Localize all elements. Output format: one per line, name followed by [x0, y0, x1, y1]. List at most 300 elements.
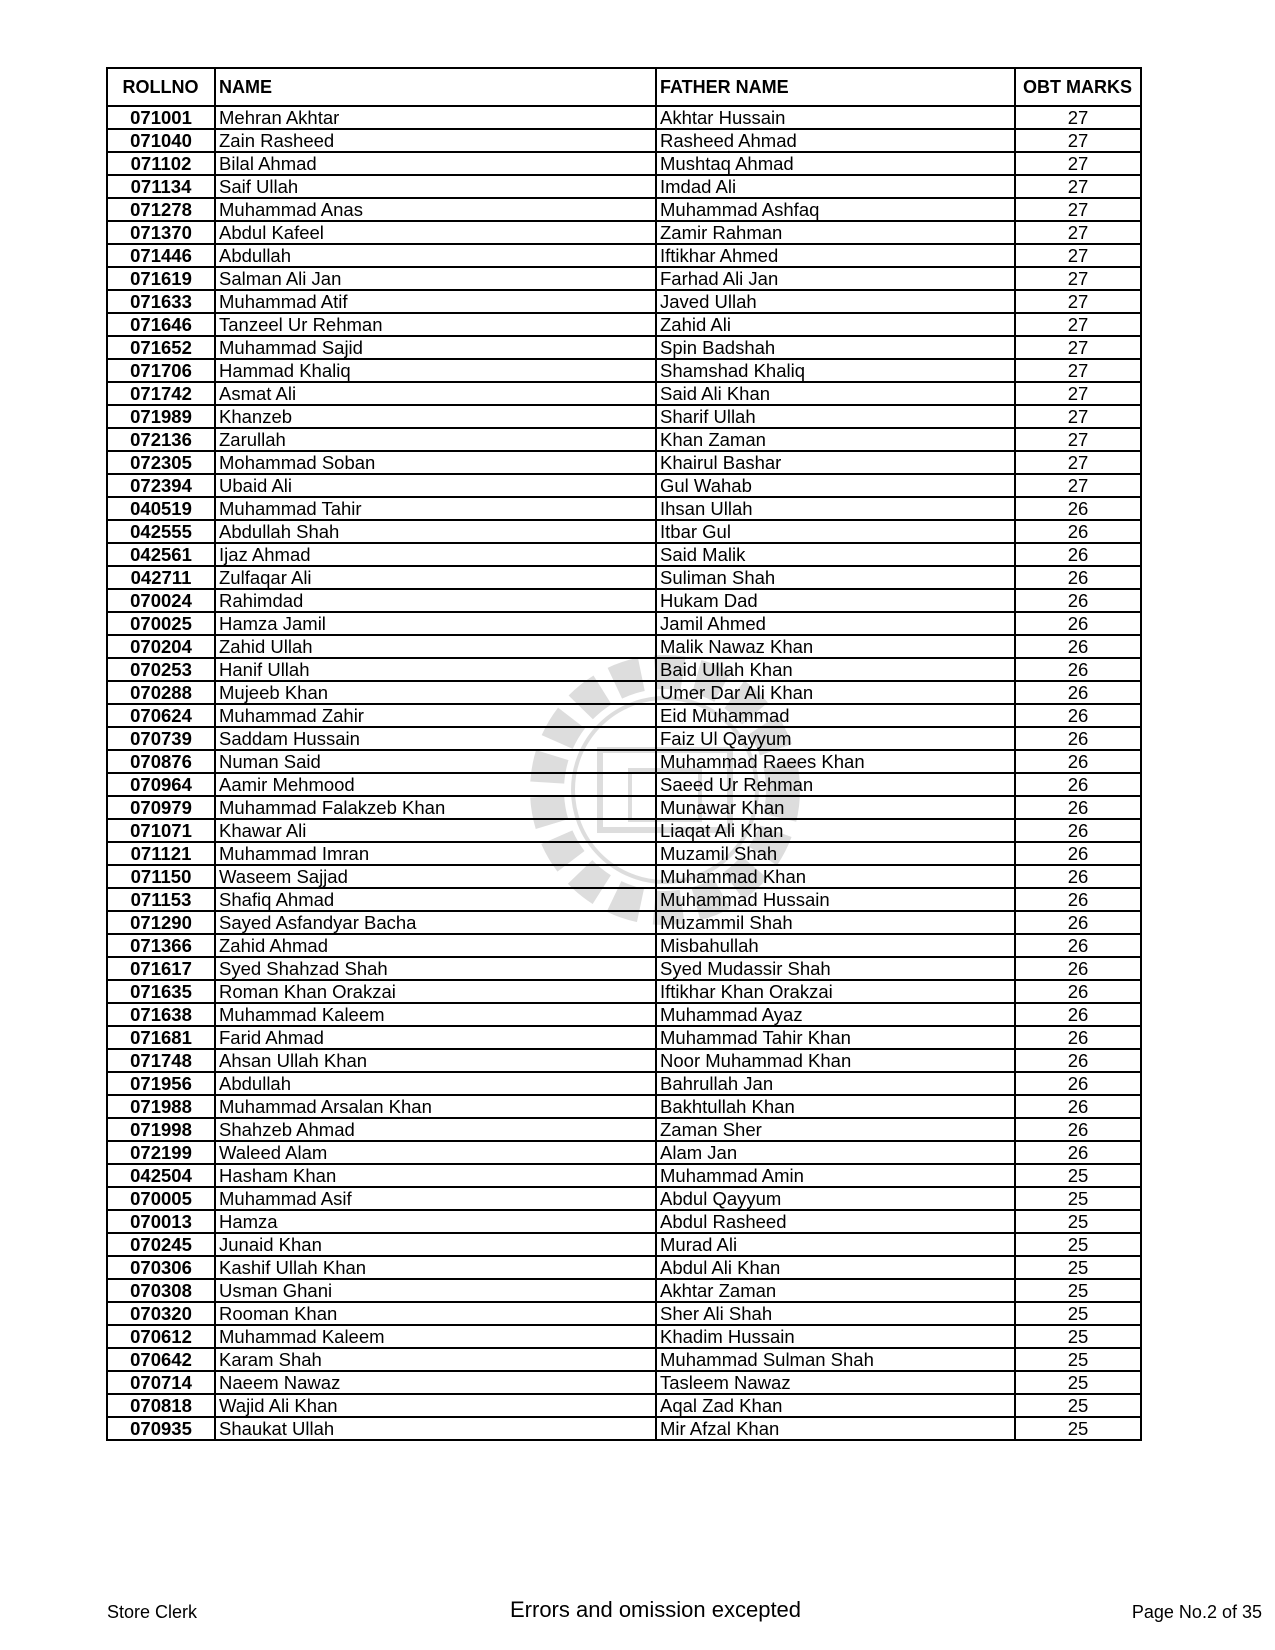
father-name-cell: Sher Ali Shah — [656, 1302, 1015, 1325]
father-name-cell: Iftikhar Khan Orakzai — [656, 980, 1015, 1003]
name-cell: Syed Shahzad Shah — [215, 957, 656, 980]
father-name-cell: Itbar Gul — [656, 520, 1015, 543]
table-row — [107, 1141, 1141, 1164]
father-name-cell: Tasleem Nawaz — [656, 1371, 1015, 1394]
name-cell: Saddam Hussain — [215, 727, 656, 750]
roll-no-cell: 071681 — [107, 1026, 215, 1049]
roll-no-cell: 071706 — [107, 359, 215, 382]
name-cell: Kashif Ullah Khan — [215, 1256, 656, 1279]
results-table-container — [106, 67, 1140, 1441]
roll-no-cell: 070024 — [107, 589, 215, 612]
roll-no-cell: 071619 — [107, 267, 215, 290]
name-cell: Muhammad Falakzeb Khan — [215, 796, 656, 819]
name-cell: Zahid Ahmad — [215, 934, 656, 957]
roll-no-cell: 071040 — [107, 129, 215, 152]
roll-no-cell: 070308 — [107, 1279, 215, 1302]
obt-marks-cell: 27 — [1015, 106, 1141, 129]
obt-marks-cell: 26 — [1015, 980, 1141, 1003]
table-row — [107, 1118, 1141, 1141]
father-name-cell: Said Ali Khan — [656, 382, 1015, 405]
name-cell: Shaukat Ullah — [215, 1417, 656, 1440]
obt-marks-cell: 26 — [1015, 1072, 1141, 1095]
father-name-cell: Eid Muhammad — [656, 704, 1015, 727]
obt-marks-cell: 26 — [1015, 1141, 1141, 1164]
table-row — [107, 589, 1141, 612]
obt-marks-cell: 26 — [1015, 681, 1141, 704]
obt-marks-cell: 26 — [1015, 704, 1141, 727]
name-cell: Muhammad Asif — [215, 1187, 656, 1210]
father-name-cell: Javed Ullah — [656, 290, 1015, 313]
obt-marks-cell: 25 — [1015, 1325, 1141, 1348]
table-row — [107, 566, 1141, 589]
table-row — [107, 704, 1141, 727]
father-name-cell: Suliman Shah — [656, 566, 1015, 589]
obt-marks-cell: 26 — [1015, 1095, 1141, 1118]
name-cell: Rahimdad — [215, 589, 656, 612]
roll-no-cell: 042555 — [107, 520, 215, 543]
father-name-cell: Muzammil Shah — [656, 911, 1015, 934]
table-row — [107, 1302, 1141, 1325]
table-row — [107, 106, 1141, 129]
obt-marks-cell: 26 — [1015, 957, 1141, 980]
father-name-cell: Muzamil Shah — [656, 842, 1015, 865]
obt-marks-cell: 25 — [1015, 1164, 1141, 1187]
name-cell: Waleed Alam — [215, 1141, 656, 1164]
name-cell: Hamza Jamil — [215, 612, 656, 635]
name-cell: Numan Said — [215, 750, 656, 773]
obt-marks-cell: 26 — [1015, 635, 1141, 658]
roll-no-cell: 071956 — [107, 1072, 215, 1095]
table-row — [107, 980, 1141, 1003]
table-row — [107, 474, 1141, 497]
father-name-cell: Muhammad Tahir Khan — [656, 1026, 1015, 1049]
obt-marks-cell: 26 — [1015, 750, 1141, 773]
footer-disclaimer: Errors and omission excepted — [510, 1597, 802, 1622]
table-row — [107, 1417, 1141, 1440]
name-cell: Mohammad Soban — [215, 451, 656, 474]
roll-no-cell: 071150 — [107, 865, 215, 888]
roll-no-cell: 071366 — [107, 934, 215, 957]
father-name-cell: Iftikhar Ahmed — [656, 244, 1015, 267]
table-row — [107, 451, 1141, 474]
obt-marks-cell: 26 — [1015, 888, 1141, 911]
table-row — [107, 382, 1141, 405]
obt-marks-cell: 27 — [1015, 129, 1141, 152]
name-cell: Muhammad Kaleem — [215, 1325, 656, 1348]
father-name-cell: Muhammad Amin — [656, 1164, 1015, 1187]
table-row — [107, 1394, 1141, 1417]
obt-marks-cell: 25 — [1015, 1394, 1141, 1417]
name-cell: Shafiq Ahmad — [215, 888, 656, 911]
father-name-cell: Misbahullah — [656, 934, 1015, 957]
father-name-cell: Murad Ali — [656, 1233, 1015, 1256]
roll-no-cell: 072394 — [107, 474, 215, 497]
table-row — [107, 888, 1141, 911]
name-cell: Zain Rasheed — [215, 129, 656, 152]
roll-no-cell: 070642 — [107, 1348, 215, 1371]
name-cell: Roman Khan Orakzai — [215, 980, 656, 1003]
obt-marks-cell: 26 — [1015, 520, 1141, 543]
table-row — [107, 1210, 1141, 1233]
name-cell: Hamza — [215, 1210, 656, 1233]
roll-no-cell: 071134 — [107, 175, 215, 198]
roll-no-cell: 070624 — [107, 704, 215, 727]
table-row — [107, 1371, 1141, 1394]
roll-no-cell: 071638 — [107, 1003, 215, 1026]
obt-marks-cell: 26 — [1015, 727, 1141, 750]
name-cell: Zulfaqar Ali — [215, 566, 656, 589]
name-cell: Asmat Ali — [215, 382, 656, 405]
father-name-cell: Abdul Ali Khan — [656, 1256, 1015, 1279]
father-name-cell: Malik Nawaz Khan — [656, 635, 1015, 658]
father-name-cell: Khairul Bashar — [656, 451, 1015, 474]
father-name-cell: Liaqat Ali Khan — [656, 819, 1015, 842]
father-name-cell: Syed Mudassir Shah — [656, 957, 1015, 980]
obt-marks-cell: 25 — [1015, 1233, 1141, 1256]
roll-no-cell: 042561 — [107, 543, 215, 566]
table-row — [107, 1187, 1141, 1210]
name-cell: Naeem Nawaz — [215, 1371, 656, 1394]
table-row — [107, 1256, 1141, 1279]
name-cell: Usman Ghani — [215, 1279, 656, 1302]
table-row — [107, 175, 1141, 198]
roll-no-cell: 072136 — [107, 428, 215, 451]
roll-no-cell: 070935 — [107, 1417, 215, 1440]
name-cell: Muhammad Atif — [215, 290, 656, 313]
roll-no-cell: 070818 — [107, 1394, 215, 1417]
roll-no-cell: 070306 — [107, 1256, 215, 1279]
roll-no-cell: 071989 — [107, 405, 215, 428]
name-cell: Mehran Akhtar — [215, 106, 656, 129]
table-row — [107, 336, 1141, 359]
roll-no-cell: 071153 — [107, 888, 215, 911]
table-row — [107, 819, 1141, 842]
obt-marks-cell: 26 — [1015, 1003, 1141, 1026]
table-row — [107, 152, 1141, 175]
roll-no-cell: 070876 — [107, 750, 215, 773]
obt-marks-cell: 26 — [1015, 819, 1141, 842]
obt-marks-cell: 27 — [1015, 359, 1141, 382]
roll-no-cell: 070245 — [107, 1233, 215, 1256]
table-row — [107, 129, 1141, 152]
obt-marks-cell: 27 — [1015, 267, 1141, 290]
name-cell: Abdullah Shah — [215, 520, 656, 543]
name-cell: Muhammad Arsalan Khan — [215, 1095, 656, 1118]
roll-no-cell: 071998 — [107, 1118, 215, 1141]
obt-marks-cell: 27 — [1015, 336, 1141, 359]
obt-marks-cell: 26 — [1015, 543, 1141, 566]
roll-no-cell: 070320 — [107, 1302, 215, 1325]
name-cell: Rooman Khan — [215, 1302, 656, 1325]
results-table — [106, 67, 1142, 1441]
roll-no-cell: 071370 — [107, 221, 215, 244]
table-row — [107, 1348, 1141, 1371]
roll-no-cell: 071646 — [107, 313, 215, 336]
obt-marks-cell: 27 — [1015, 405, 1141, 428]
table-row — [107, 727, 1141, 750]
obt-marks-cell: 26 — [1015, 796, 1141, 819]
obt-marks-cell: 27 — [1015, 451, 1141, 474]
obt-marks-cell: 27 — [1015, 474, 1141, 497]
table-row — [107, 750, 1141, 773]
father-name-cell: Muhammad Raees Khan — [656, 750, 1015, 773]
table-row — [107, 1233, 1141, 1256]
name-cell: Abdullah — [215, 1072, 656, 1095]
father-name-cell: Muhammad Hussain — [656, 888, 1015, 911]
roll-no-cell: 072305 — [107, 451, 215, 474]
obt-marks-cell: 26 — [1015, 658, 1141, 681]
roll-no-cell: 072199 — [107, 1141, 215, 1164]
roll-no-cell: 071635 — [107, 980, 215, 1003]
name-cell: Hanif Ullah — [215, 658, 656, 681]
obt-marks-cell: 26 — [1015, 773, 1141, 796]
name-cell: Waseem Sajjad — [215, 865, 656, 888]
father-name-cell: Spin Badshah — [656, 336, 1015, 359]
father-name-cell: Mushtaq Ahmad — [656, 152, 1015, 175]
table-row — [107, 1003, 1141, 1026]
table-row — [107, 359, 1141, 382]
obt-marks-cell: 26 — [1015, 566, 1141, 589]
father-name-cell: Hukam Dad — [656, 589, 1015, 612]
father-name-cell: Munawar Khan — [656, 796, 1015, 819]
obt-marks-cell: 25 — [1015, 1371, 1141, 1394]
obt-marks-cell: 27 — [1015, 198, 1141, 221]
obt-marks-cell: 27 — [1015, 152, 1141, 175]
obt-marks-cell: 27 — [1015, 221, 1141, 244]
table-row — [107, 1164, 1141, 1187]
father-name-cell: Muhammad Ashfaq — [656, 198, 1015, 221]
roll-no-cell: 042504 — [107, 1164, 215, 1187]
father-name-cell: Faiz Ul Qayyum — [656, 727, 1015, 750]
table-row — [107, 1095, 1141, 1118]
table-row — [107, 1325, 1141, 1348]
obt-marks-cell: 27 — [1015, 244, 1141, 267]
roll-no-cell: 071652 — [107, 336, 215, 359]
obt-marks-cell: 25 — [1015, 1210, 1141, 1233]
name-cell: Muhammad Tahir — [215, 497, 656, 520]
name-cell: Shahzeb Ahmad — [215, 1118, 656, 1141]
name-cell: Abdul Kafeel — [215, 221, 656, 244]
table-row — [107, 267, 1141, 290]
name-cell: Muhammad Anas — [215, 198, 656, 221]
roll-no-cell: 040519 — [107, 497, 215, 520]
column-header-name: NAME — [215, 68, 656, 106]
obt-marks-cell: 25 — [1015, 1417, 1141, 1440]
column-header-rollno: ROLLNO — [107, 68, 215, 106]
obt-marks-cell: 27 — [1015, 313, 1141, 336]
name-cell: Ahsan Ullah Khan — [215, 1049, 656, 1072]
father-name-cell: Bahrullah Jan — [656, 1072, 1015, 1095]
obt-marks-cell: 26 — [1015, 1118, 1141, 1141]
obt-marks-cell: 26 — [1015, 497, 1141, 520]
father-name-cell: Rasheed Ahmad — [656, 129, 1015, 152]
father-name-cell: Bakhtullah Khan — [656, 1095, 1015, 1118]
name-cell: Karam Shah — [215, 1348, 656, 1371]
name-cell: Muhammad Zahir — [215, 704, 656, 727]
table-row — [107, 405, 1141, 428]
father-name-cell: Baid Ullah Khan — [656, 658, 1015, 681]
obt-marks-cell: 27 — [1015, 175, 1141, 198]
name-cell: Wajid Ali Khan — [215, 1394, 656, 1417]
table-row — [107, 635, 1141, 658]
table-row — [107, 497, 1141, 520]
obt-marks-cell: 25 — [1015, 1348, 1141, 1371]
table-row — [107, 658, 1141, 681]
name-cell: Khanzeb — [215, 405, 656, 428]
obt-marks-cell: 27 — [1015, 290, 1141, 313]
roll-no-cell: 071071 — [107, 819, 215, 842]
father-name-cell: Ihsan Ullah — [656, 497, 1015, 520]
table-row — [107, 796, 1141, 819]
table-row — [107, 773, 1141, 796]
obt-marks-cell: 27 — [1015, 382, 1141, 405]
father-name-cell: Zaman Sher — [656, 1118, 1015, 1141]
name-cell: Ubaid Ali — [215, 474, 656, 497]
obt-marks-cell: 26 — [1015, 1026, 1141, 1049]
father-name-cell: Muhammad Sulman Shah — [656, 1348, 1015, 1371]
table-header-row — [107, 68, 1141, 106]
name-cell: Tanzeel Ur Rehman — [215, 313, 656, 336]
roll-no-cell: 070204 — [107, 635, 215, 658]
column-header-obt-marks: OBT MARKS — [1015, 68, 1141, 106]
father-name-cell: Khadim Hussain — [656, 1325, 1015, 1348]
name-cell: Farid Ahmad — [215, 1026, 656, 1049]
table-row — [107, 865, 1141, 888]
table-row — [107, 1072, 1141, 1095]
roll-no-cell: 071278 — [107, 198, 215, 221]
father-name-cell: Gul Wahab — [656, 474, 1015, 497]
father-name-cell: Muhammad Ayaz — [656, 1003, 1015, 1026]
obt-marks-cell: 26 — [1015, 612, 1141, 635]
table-row — [107, 681, 1141, 704]
obt-marks-cell: 26 — [1015, 865, 1141, 888]
roll-no-cell: 070025 — [107, 612, 215, 635]
roll-no-cell: 070714 — [107, 1371, 215, 1394]
roll-no-cell: 070964 — [107, 773, 215, 796]
name-cell: Muhammad Imran — [215, 842, 656, 865]
obt-marks-cell: 26 — [1015, 842, 1141, 865]
obt-marks-cell: 26 — [1015, 1049, 1141, 1072]
roll-no-cell: 070288 — [107, 681, 215, 704]
table-row — [107, 313, 1141, 336]
roll-no-cell: 071001 — [107, 106, 215, 129]
father-name-cell: Imdad Ali — [656, 175, 1015, 198]
father-name-cell: Abdul Qayyum — [656, 1187, 1015, 1210]
father-name-cell: Jamil Ahmed — [656, 612, 1015, 635]
table-row — [107, 221, 1141, 244]
roll-no-cell: 070253 — [107, 658, 215, 681]
roll-no-cell: 070739 — [107, 727, 215, 750]
father-name-cell: Farhad Ali Jan — [656, 267, 1015, 290]
table-row — [107, 198, 1141, 221]
roll-no-cell: 071988 — [107, 1095, 215, 1118]
father-name-cell: Sharif Ullah — [656, 405, 1015, 428]
father-name-cell: Said Malik — [656, 543, 1015, 566]
name-cell: Muhammad Sajid — [215, 336, 656, 359]
name-cell: Mujeeb Khan — [215, 681, 656, 704]
father-name-cell: Umer Dar Ali Khan — [656, 681, 1015, 704]
table-body — [107, 106, 1141, 1440]
name-cell: Ijaz Ahmad — [215, 543, 656, 566]
roll-no-cell: 070979 — [107, 796, 215, 819]
roll-no-cell: 071617 — [107, 957, 215, 980]
father-name-cell: Muhammad Khan — [656, 865, 1015, 888]
father-name-cell: Saeed Ur Rehman — [656, 773, 1015, 796]
father-name-cell: Akhtar Hussain — [656, 106, 1015, 129]
obt-marks-cell: 26 — [1015, 589, 1141, 612]
father-name-cell: Mir Afzal Khan — [656, 1417, 1015, 1440]
roll-no-cell: 071633 — [107, 290, 215, 313]
father-name-cell: Shamshad Khaliq — [656, 359, 1015, 382]
name-cell: Junaid Khan — [215, 1233, 656, 1256]
table-row — [107, 957, 1141, 980]
footer-store-clerk: Store Clerk — [107, 1602, 198, 1622]
name-cell: Zarullah — [215, 428, 656, 451]
table-row — [107, 1049, 1141, 1072]
name-cell: Hasham Khan — [215, 1164, 656, 1187]
obt-marks-cell: 27 — [1015, 428, 1141, 451]
table-row — [107, 1279, 1141, 1302]
father-name-cell: Abdul Rasheed — [656, 1210, 1015, 1233]
obt-marks-cell: 26 — [1015, 934, 1141, 957]
table-row — [107, 290, 1141, 313]
footer-page-number: Page No.2 of 35 — [1131, 1602, 1262, 1622]
name-cell: Salman Ali Jan — [215, 267, 656, 290]
father-name-cell: Khan Zaman — [656, 428, 1015, 451]
name-cell: Zahid Ullah — [215, 635, 656, 658]
roll-no-cell: 070013 — [107, 1210, 215, 1233]
name-cell: Saif Ullah — [215, 175, 656, 198]
table-row — [107, 612, 1141, 635]
father-name-cell: Akhtar Zaman — [656, 1279, 1015, 1302]
name-cell: Aamir Mehmood — [215, 773, 656, 796]
table-row — [107, 1026, 1141, 1049]
table-row — [107, 520, 1141, 543]
name-cell: Muhammad Kaleem — [215, 1003, 656, 1026]
name-cell: Hammad Khaliq — [215, 359, 656, 382]
name-cell: Sayed Asfandyar Bacha — [215, 911, 656, 934]
father-name-cell: Zahid Ali — [656, 313, 1015, 336]
roll-no-cell: 070005 — [107, 1187, 215, 1210]
table-row — [107, 911, 1141, 934]
roll-no-cell: 071748 — [107, 1049, 215, 1072]
name-cell: Khawar Ali — [215, 819, 656, 842]
table-row — [107, 842, 1141, 865]
table-row — [107, 934, 1141, 957]
roll-no-cell: 071121 — [107, 842, 215, 865]
roll-no-cell: 071290 — [107, 911, 215, 934]
obt-marks-cell: 25 — [1015, 1256, 1141, 1279]
table-row — [107, 428, 1141, 451]
father-name-cell: Noor Muhammad Khan — [656, 1049, 1015, 1072]
father-name-cell: Aqal Zad Khan — [656, 1394, 1015, 1417]
obt-marks-cell: 25 — [1015, 1187, 1141, 1210]
obt-marks-cell: 26 — [1015, 911, 1141, 934]
roll-no-cell: 071446 — [107, 244, 215, 267]
table-row — [107, 543, 1141, 566]
name-cell: Abdullah — [215, 244, 656, 267]
name-cell: Bilal Ahmad — [215, 152, 656, 175]
roll-no-cell: 071102 — [107, 152, 215, 175]
roll-no-cell: 071742 — [107, 382, 215, 405]
roll-no-cell: 042711 — [107, 566, 215, 589]
table-row — [107, 244, 1141, 267]
father-name-cell: Alam Jan — [656, 1141, 1015, 1164]
column-header-father-name: FATHER NAME — [656, 68, 1015, 106]
roll-no-cell: 070612 — [107, 1325, 215, 1348]
father-name-cell: Zamir Rahman — [656, 221, 1015, 244]
obt-marks-cell: 25 — [1015, 1302, 1141, 1325]
